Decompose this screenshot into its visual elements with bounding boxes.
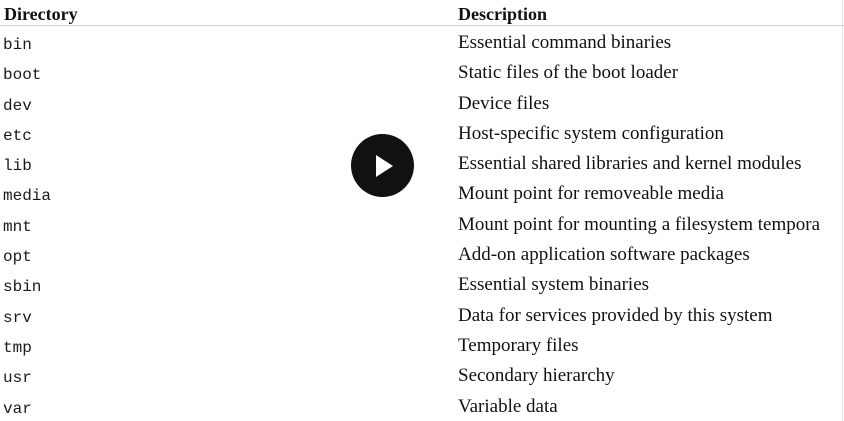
column-header-description: Description [458, 4, 547, 24]
description-cell: Data for services provided by this system [458, 304, 773, 326]
table-row [0, 332, 844, 362]
description-cell: Host-specific system configuration [458, 122, 724, 144]
directory-cell: boot [3, 66, 42, 85]
description-cell: Essential shared libraries and kernel modules [458, 153, 802, 175]
table-row [0, 362, 844, 392]
directory-cell: media [3, 187, 52, 206]
description-cell: Variable data [458, 395, 558, 417]
table-row [0, 150, 844, 180]
directory-cell: opt [3, 248, 32, 267]
directory-cell: var [3, 399, 32, 418]
description-cell: Device files [458, 92, 550, 114]
play-icon [351, 134, 414, 197]
directory-cell: lib [3, 157, 32, 176]
directory-cell: sbin [3, 278, 42, 297]
description-cell: Temporary files [458, 334, 579, 356]
description-cell: Secondary hierarchy [458, 365, 615, 387]
table-body [0, 29, 844, 421]
description-cell: Static files of the boot loader [458, 62, 679, 84]
table-row [0, 241, 844, 271]
table-row [0, 271, 844, 301]
directory-cell: etc [3, 126, 32, 145]
directory-cell: srv [3, 308, 32, 327]
directory-cell: bin [3, 36, 32, 54]
directory-cell: tmp [3, 338, 32, 357]
directory-cell: dev [3, 96, 32, 115]
table-row [0, 211, 844, 241]
play-button[interactable] [351, 134, 414, 197]
directory-cell: mnt [3, 217, 32, 236]
table-row [0, 180, 844, 210]
description-cell: Mount point for mounting a filesystem tempora [458, 213, 821, 235]
table-header [0, 0, 844, 28]
table-row [0, 302, 844, 332]
description-cell: Essential system binaries [458, 274, 650, 296]
description-cell: Essential command binaries [458, 32, 672, 53]
header-divider [0, 25, 844, 26]
table-row [0, 393, 844, 421]
table-row [0, 29, 844, 59]
description-cell: Mount point for removeable media [458, 183, 724, 205]
table-row [0, 120, 844, 150]
directory-cell: usr [3, 369, 32, 388]
column-header-directory: Directory [4, 4, 78, 24]
table-row [0, 59, 844, 89]
description-cell: Add-on application software packages [458, 244, 750, 266]
table-row [0, 90, 844, 120]
